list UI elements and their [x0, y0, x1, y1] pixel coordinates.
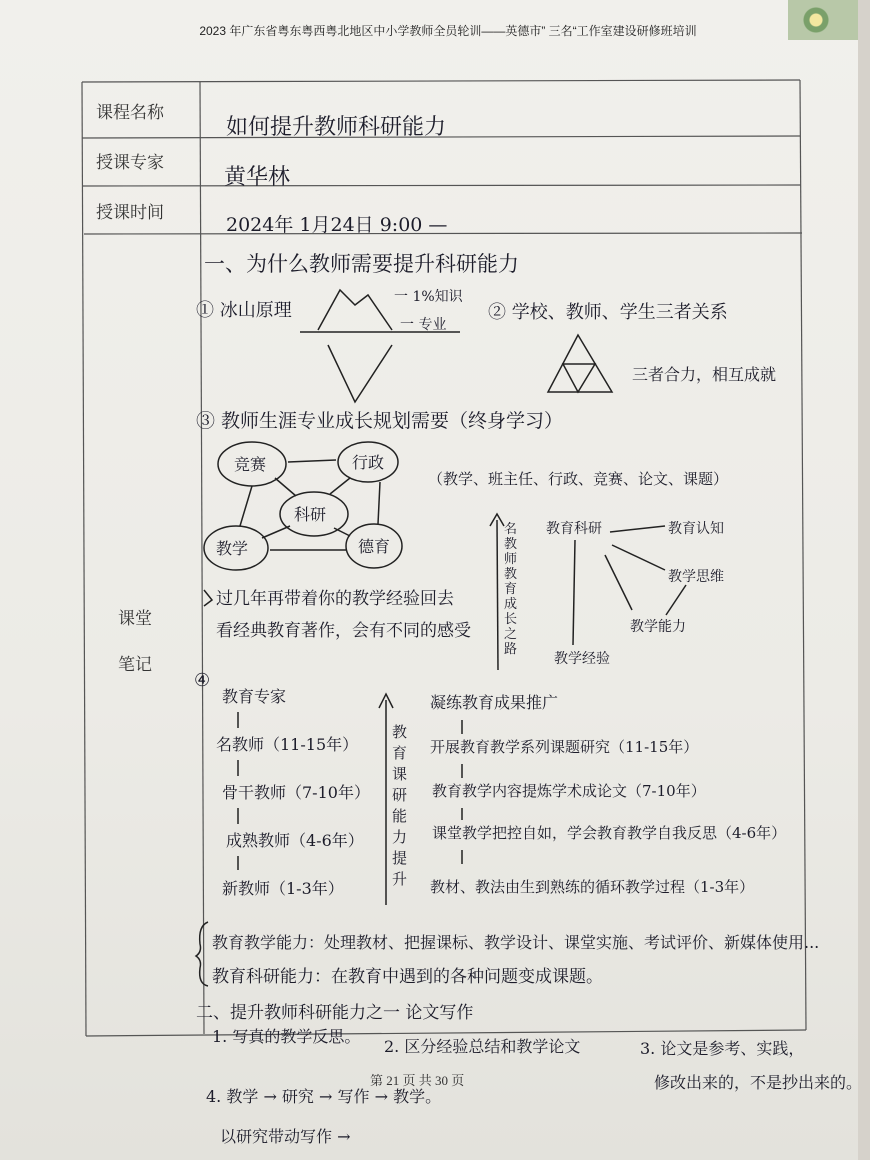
ladder-left-new: 新教师（1-3年）: [222, 879, 344, 898]
growth-path-vertical: 名教师教育成长之路: [504, 522, 518, 657]
net-node-competition: 竞赛: [234, 455, 267, 474]
notes-label-top: 课堂: [118, 609, 152, 628]
ladder-left-expert: 教育专家: [222, 687, 287, 706]
reread-note-line1: 过几年再带着你的教学经验回去: [216, 589, 454, 609]
time-label: 授课时间: [96, 203, 164, 222]
reread-note-line2: 看经典教育著作，会有不同的感受: [216, 621, 471, 641]
ladder-right-5: 凝练教育成果推广: [430, 693, 559, 712]
course-name-value: 如何提升教师科研能力: [226, 115, 447, 140]
cycle-node-cognition: 教育认知: [668, 521, 724, 537]
research-ability-vertical: 教育课研能力提升: [392, 723, 408, 888]
cycle-node-research: 教育科研: [546, 521, 602, 537]
ladder-right-1: 教材、教法由生到熟练的循环教学过程（1-3年）: [430, 878, 755, 896]
cycle-node-ability: 教学能力: [630, 619, 686, 635]
iceberg-bottom-label: 一 专业: [400, 317, 447, 333]
ladder-right-3: 教育教学内容提炼学术成论文（7-10年）: [432, 782, 706, 800]
item1: 1. 写真的教学反思。: [212, 1027, 361, 1046]
teaching-ability-note: 教育教学能力：处理教材、把握课标、教学设计、课堂实施、考试评价、新媒体使用...: [212, 933, 820, 952]
item3-line1: 3. 论文是参考、实践，: [640, 1039, 805, 1058]
net-node-research: 科研: [294, 505, 327, 524]
ladder-left-mature: 成熟教师（4-6年）: [226, 831, 364, 850]
iceberg-top-label: 一 1%知识: [394, 289, 463, 305]
notes-label-bottom: 笔记: [118, 655, 152, 674]
expert-value: 黄华林: [224, 165, 291, 190]
research-ability-note: 教育科研能力：在教育中遇到的各种问题变成课题。: [212, 967, 603, 987]
item4: 4. 教学 → 研究 → 写作 → 教学。: [206, 1087, 442, 1106]
ladder-left-famous: 名教师（11-15年）: [216, 735, 359, 754]
page-number-footer: 第 21 页 共 30 页: [370, 1073, 465, 1088]
net-node-moral: 德育: [358, 537, 391, 556]
item3-line2: 修改出来的，不是抄出来的。: [654, 1073, 863, 1092]
section2-heading: 二、提升教师科研能力之一 论文写作: [196, 1003, 474, 1023]
item4-sub: 以研究带动写作 →: [220, 1127, 351, 1146]
time-value: 2024年 1月24日 9:00 —: [226, 214, 448, 236]
net-node-admin: 行政: [352, 453, 385, 472]
net-node-teaching: 教学: [216, 539, 249, 558]
triangle-title: ② 学校、教师、学生三者关系: [488, 302, 728, 323]
cycle-node-experience: 教学经验: [554, 651, 610, 667]
ladder-left-backbone: 骨干教师（7-10年）: [222, 783, 370, 802]
cycle-node-thinking: 教学思维: [668, 569, 724, 585]
item4-number: ④: [194, 670, 211, 691]
item2: 2. 区分经验总结和教学论文: [384, 1037, 581, 1056]
course-name-label: 课程名称: [96, 103, 164, 122]
expert-label: 授课专家: [96, 153, 164, 172]
ladder-right-4: 开展教育教学系列课题研究（11-15年）: [430, 738, 699, 756]
career-title: ③ 教师生涯专业成长规划需要（终身学习）: [196, 410, 564, 432]
iceberg-title: ① 冰山原理: [196, 300, 292, 321]
triangle-note: 三者合力，相互成就: [632, 365, 777, 384]
ladder-right-2: 课堂教学把控自如，学会教育教学自我反思（4-6年）: [432, 824, 787, 842]
page-header-title: 2023 年广东省粤东粤西粤北地区中小学教师全员轮训——英德市” 三名“工作室建设研修班培训: [199, 24, 697, 38]
areas-list: （教学、班主任、行政、竞赛、论文、课题）: [428, 470, 729, 488]
section1-heading: 一、为什么教师需要提升科研能力: [204, 252, 519, 276]
